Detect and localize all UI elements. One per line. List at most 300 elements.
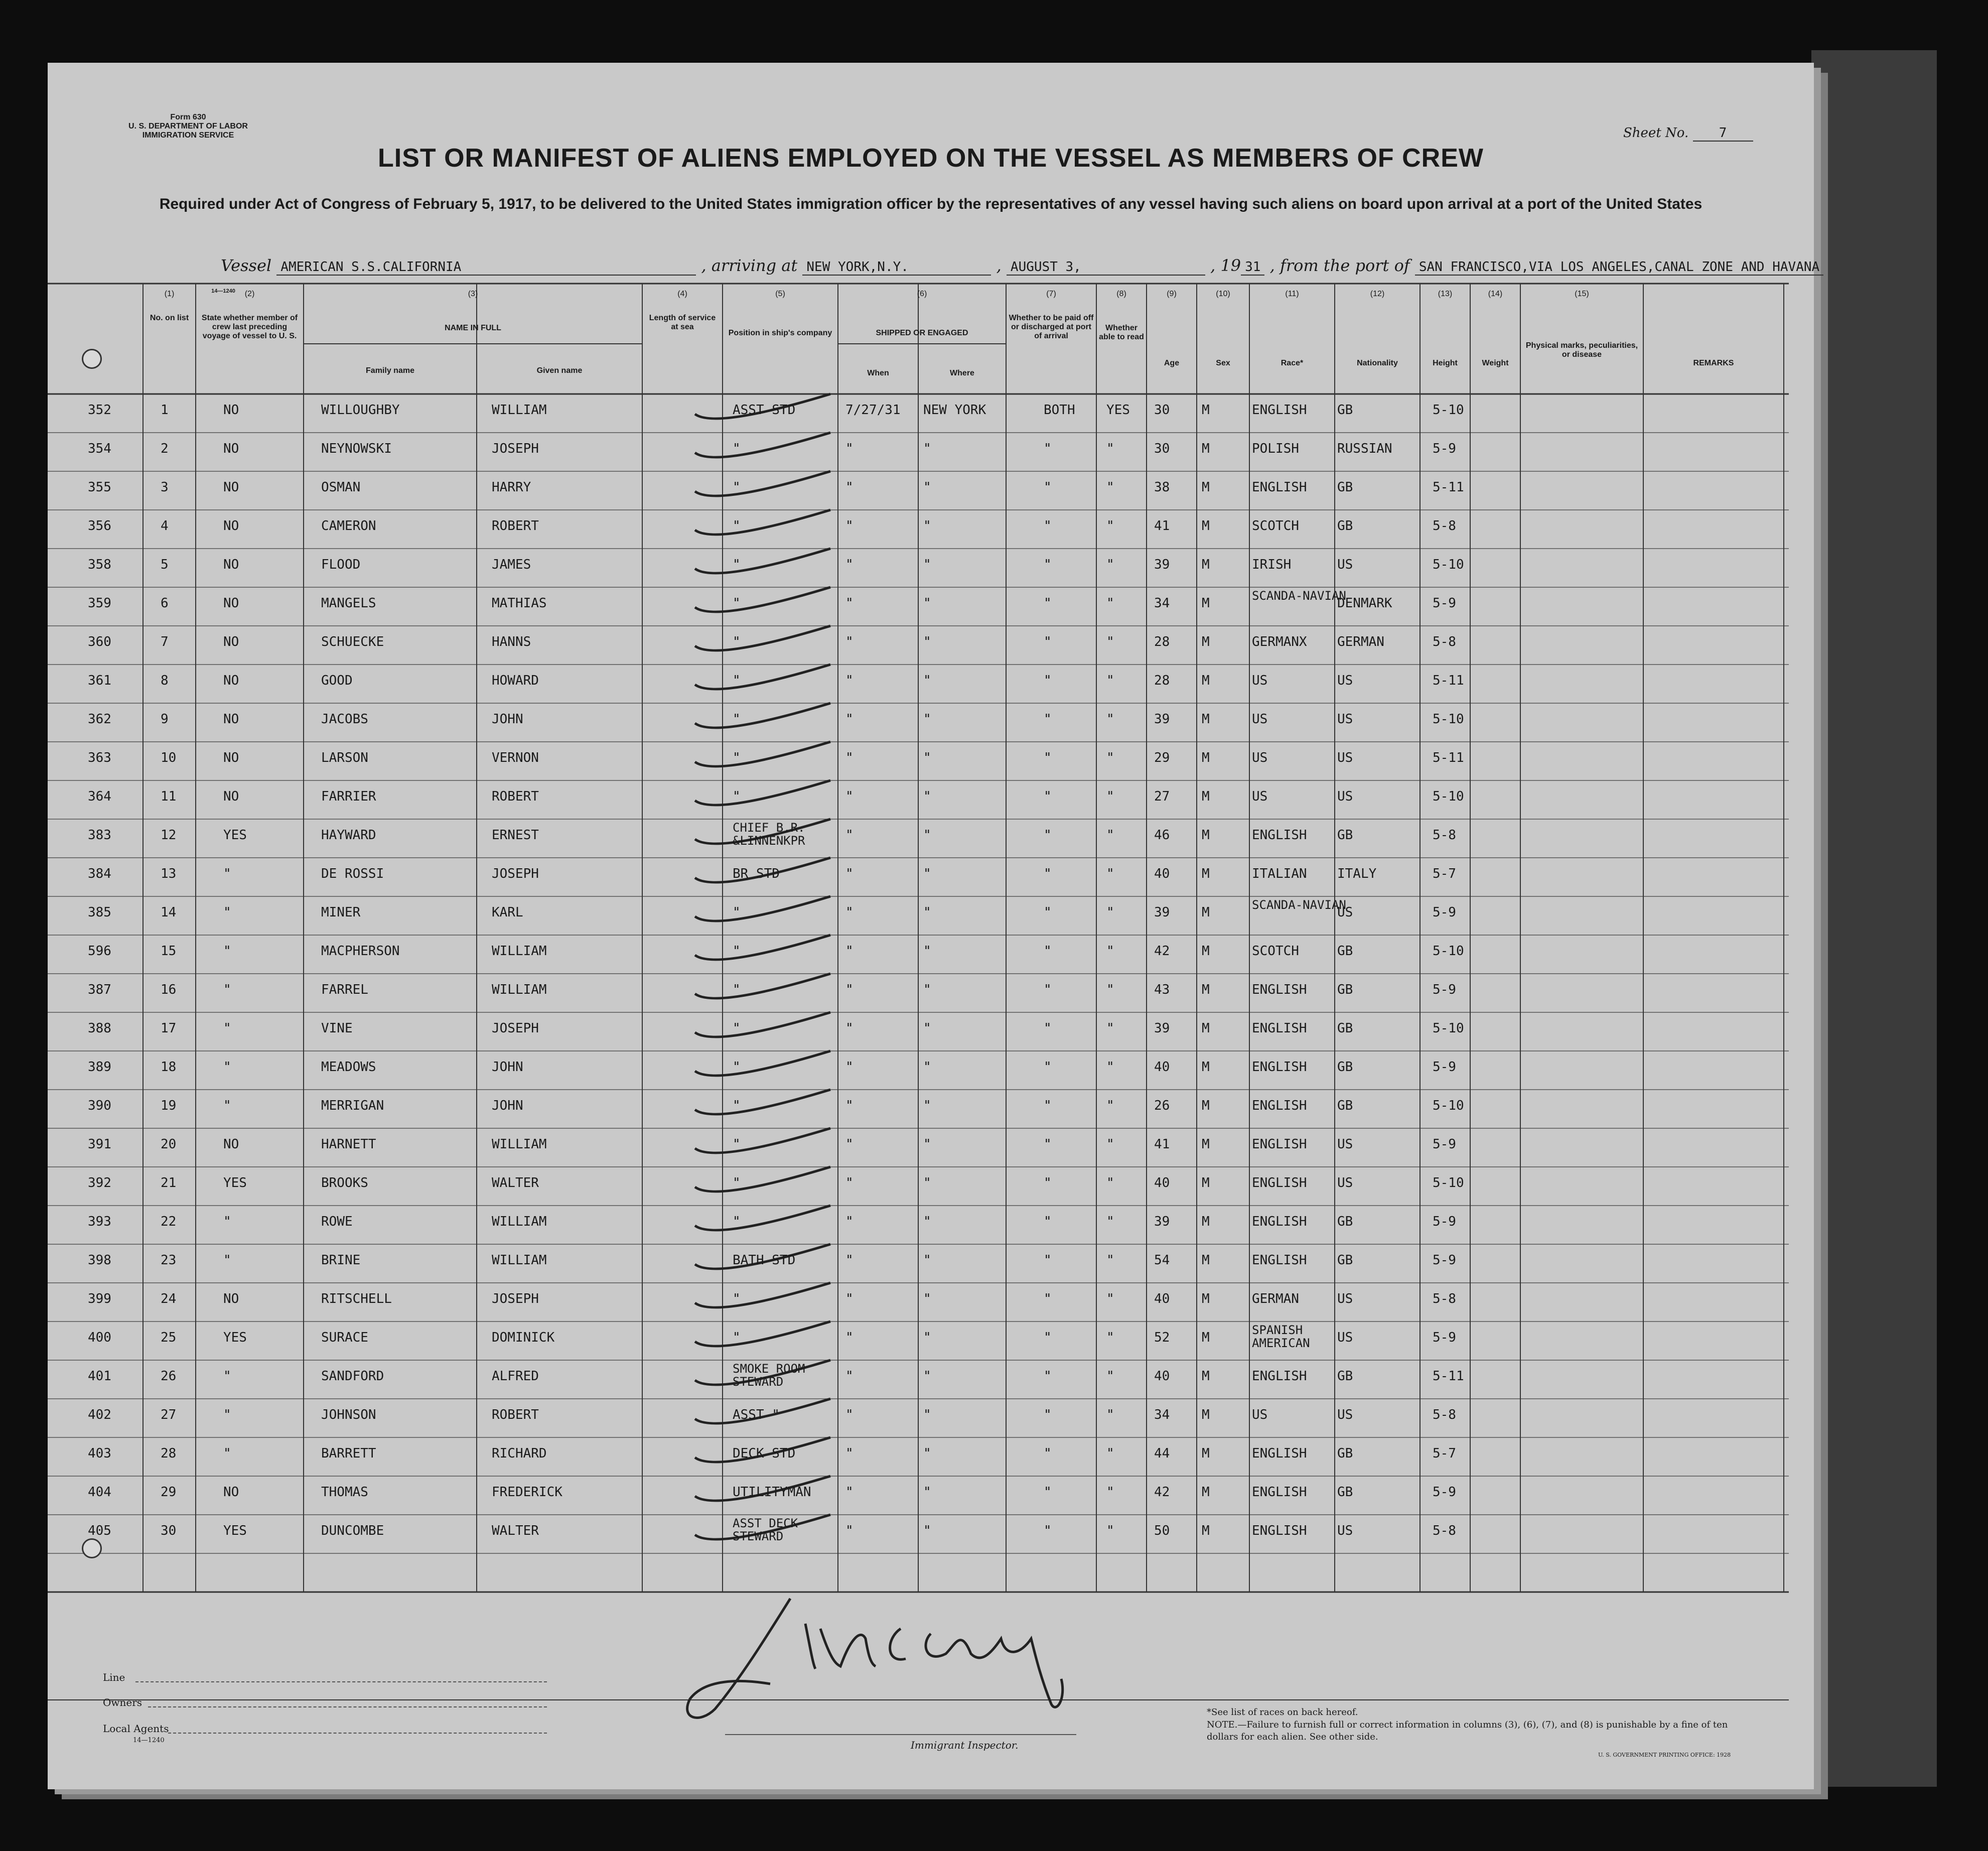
- row-sex: M: [1202, 828, 1210, 843]
- row-shipped-when: ": [845, 1523, 854, 1538]
- row-sex: M: [1202, 441, 1210, 456]
- sheet-value: 7: [1693, 125, 1753, 142]
- row-height: 5-9: [1433, 1330, 1456, 1345]
- row-family-name: CAMERON: [321, 518, 376, 534]
- binder-hole: [82, 1538, 102, 1558]
- row-list-number: 9: [161, 712, 169, 727]
- row-given-name: JAMES: [492, 557, 531, 572]
- row-age: 34: [1154, 1407, 1170, 1422]
- row-race: ITALIAN: [1252, 866, 1307, 881]
- row-list-number: 8: [161, 673, 169, 688]
- row-previous-voyage: NO: [223, 673, 239, 688]
- row-family-name: NEYNOWSKI: [321, 441, 392, 456]
- row-able-to-read: ": [1106, 1369, 1114, 1384]
- row-family-name: HAYWARD: [321, 828, 376, 843]
- row-race: ENGLISH: [1252, 1214, 1307, 1229]
- from-label: , from the port of: [1269, 256, 1410, 275]
- row-paid-off: ": [1044, 441, 1052, 456]
- row-height: 5-11: [1433, 480, 1464, 495]
- row-list-number: 2: [161, 441, 169, 456]
- row-nationality: US: [1337, 1291, 1353, 1306]
- row-nationality: GB: [1337, 828, 1353, 843]
- row-able-to-read: ": [1106, 1253, 1114, 1268]
- row-shipped-when: ": [845, 1330, 854, 1345]
- row-position: BATH STD: [733, 1253, 796, 1268]
- row-nationality: US: [1337, 1523, 1353, 1538]
- printing-office: U. S. GOVERNMENT PRINTING OFFICE: 1928: [1598, 1752, 1731, 1758]
- row-position: ": [733, 982, 741, 997]
- row-list-number: 23: [161, 1253, 177, 1268]
- row-age: 41: [1154, 518, 1170, 534]
- row-nationality: US: [1337, 673, 1353, 688]
- row-position: ": [733, 1330, 741, 1345]
- manifest-page: [48, 63, 1820, 1789]
- row-list-number: 20: [161, 1137, 177, 1152]
- row-shipped-where: ": [923, 518, 931, 534]
- row-age: 40: [1154, 866, 1170, 881]
- row-able-to-read: ": [1106, 712, 1114, 727]
- header-given-name: Given name: [536, 366, 583, 375]
- row-given-name: WILLIAM: [492, 982, 547, 997]
- row-position: ": [733, 1060, 741, 1075]
- row-race: US: [1252, 789, 1268, 804]
- form-number: Form 630: [170, 113, 206, 121]
- row-nationality: US: [1337, 557, 1353, 572]
- row-position: ": [733, 1098, 741, 1113]
- row-nationality: US: [1337, 905, 1353, 920]
- row-paid-off: ": [1044, 480, 1052, 495]
- row-reference-number: 384: [88, 866, 111, 881]
- row-sex: M: [1202, 905, 1210, 920]
- row-sex: M: [1202, 982, 1210, 997]
- row-able-to-read: ": [1106, 1214, 1114, 1229]
- row-nationality: GB: [1337, 1485, 1353, 1500]
- column-number: (1): [164, 290, 175, 298]
- row-height: 5-10: [1433, 403, 1464, 418]
- row-nationality: GB: [1337, 1253, 1353, 1268]
- service-name: IMMIGRATION SERVICE: [142, 131, 234, 140]
- arrival-date: AUGUST 3,: [1007, 259, 1205, 276]
- row-shipped-when: ": [845, 1446, 854, 1461]
- row-able-to-read: ": [1106, 1330, 1114, 1345]
- row-height: 5-9: [1433, 1214, 1456, 1229]
- row-nationality: US: [1337, 750, 1353, 765]
- row-shipped-where: ": [923, 866, 931, 881]
- row-family-name: HARNETT: [321, 1137, 376, 1152]
- row-shipped-where: ": [923, 944, 931, 959]
- row-position: ": [733, 634, 741, 649]
- row-family-name: BROOKS: [321, 1175, 368, 1191]
- row-shipped-where: ": [923, 1485, 931, 1500]
- row-height: 5-9: [1433, 596, 1456, 611]
- row-nationality: US: [1337, 712, 1353, 727]
- row-given-name: ROBERT: [492, 518, 539, 534]
- row-given-name: JOSEPH: [492, 1021, 539, 1036]
- row-sex: M: [1202, 1369, 1210, 1384]
- header-family-name: Family name: [366, 366, 414, 375]
- row-nationality: GB: [1337, 1098, 1353, 1113]
- row-list-number: 30: [161, 1523, 177, 1538]
- row-age: 28: [1154, 634, 1170, 649]
- header-age: Age: [1164, 359, 1180, 367]
- row-race: ENGLISH: [1252, 982, 1307, 997]
- row-sex: M: [1202, 673, 1210, 688]
- row-height: 5-10: [1433, 1175, 1464, 1191]
- row-nationality: GERMAN: [1337, 634, 1384, 649]
- row-nationality: GB: [1337, 518, 1353, 534]
- row-list-number: 11: [161, 789, 177, 804]
- row-position: ": [733, 712, 741, 727]
- row-sex: M: [1202, 480, 1210, 495]
- inspector-line: [725, 1734, 1076, 1735]
- row-position: ": [733, 596, 741, 611]
- row-able-to-read: ": [1106, 1485, 1114, 1500]
- row-height: 5-7: [1433, 1446, 1456, 1461]
- row-given-name: VERNON: [492, 750, 539, 765]
- row-given-name: JOHN: [492, 1098, 523, 1113]
- row-shipped-when: ": [845, 1407, 854, 1422]
- row-previous-voyage: NO: [223, 1137, 239, 1152]
- row-previous-voyage: NO: [223, 480, 239, 495]
- row-family-name: FLOOD: [321, 557, 361, 572]
- header-nationality: Nationality: [1357, 359, 1398, 367]
- row-given-name: HANNS: [492, 634, 531, 649]
- row-previous-voyage: ": [223, 866, 231, 881]
- row-position: ": [733, 1137, 741, 1152]
- column-number: (15): [1575, 290, 1589, 298]
- row-family-name: RITSCHELL: [321, 1291, 392, 1306]
- row-age: 40: [1154, 1369, 1170, 1384]
- row-position: ": [733, 441, 741, 456]
- row-able-to-read: ": [1106, 750, 1114, 765]
- row-age: 40: [1154, 1291, 1170, 1306]
- row-height: 5-9: [1433, 982, 1456, 997]
- row-given-name: WALTER: [492, 1523, 539, 1538]
- row-given-name: WILLIAM: [492, 1214, 547, 1229]
- row-age: 30: [1154, 441, 1170, 456]
- row-family-name: MINER: [321, 905, 361, 920]
- row-given-name: WILLIAM: [492, 1253, 547, 1268]
- row-shipped-when: ": [845, 1098, 854, 1113]
- row-given-name: ERNEST: [492, 828, 539, 843]
- inspector-signature: [640, 1578, 1192, 1729]
- row-reference-number: 356: [88, 518, 111, 534]
- row-shipped-when: ": [845, 1175, 854, 1191]
- row-race: SPANISH AMERICAN: [1252, 1323, 1310, 1350]
- row-list-number: 21: [161, 1175, 177, 1191]
- header-name-in-full: NAME IN FULL: [445, 324, 501, 332]
- row-height: 5-11: [1433, 673, 1464, 688]
- row-sex: M: [1202, 1214, 1210, 1229]
- row-sex: M: [1202, 866, 1210, 881]
- row-given-name: JOHN: [492, 712, 523, 727]
- column-number: (13): [1438, 290, 1453, 298]
- row-given-name: ALFRED: [492, 1369, 539, 1384]
- row-shipped-where: ": [923, 1369, 931, 1384]
- row-previous-voyage: YES: [223, 1330, 247, 1345]
- row-age: 38: [1154, 480, 1170, 495]
- row-sex: M: [1202, 557, 1210, 572]
- row-shipped-where: ": [923, 905, 931, 920]
- vessel-name: AMERICAN S.S.CALIFORNIA: [276, 259, 696, 276]
- row-shipped-when: ": [845, 905, 854, 920]
- row-paid-off: ": [1044, 634, 1052, 649]
- row-position: ": [733, 905, 741, 920]
- row-able-to-read: ": [1106, 441, 1114, 456]
- row-position: ": [733, 789, 741, 804]
- row-shipped-where: ": [923, 982, 931, 997]
- row-family-name: GOOD: [321, 673, 353, 688]
- header-physical-marks: Physical marks, peculiarities, or disease: [1525, 341, 1638, 359]
- row-previous-voyage: NO: [223, 634, 239, 649]
- sheet-label: Sheet No.: [1623, 125, 1689, 141]
- row-family-name: SANDFORD: [321, 1369, 384, 1384]
- row-able-to-read: ": [1106, 905, 1114, 920]
- row-reference-number: 392: [88, 1175, 111, 1191]
- row-list-number: 25: [161, 1330, 177, 1345]
- row-able-to-read: ": [1106, 789, 1114, 804]
- row-position: ": [733, 518, 741, 534]
- row-sex: M: [1202, 1098, 1210, 1113]
- row-height: 5-10: [1433, 712, 1464, 727]
- row-list-number: 16: [161, 982, 177, 997]
- row-shipped-when: ": [845, 634, 854, 649]
- row-paid-off: ": [1044, 905, 1052, 920]
- row-reference-number: 352: [88, 403, 111, 418]
- row-list-number: 17: [161, 1021, 177, 1036]
- row-previous-voyage: ": [223, 1253, 231, 1268]
- row-list-number: 1: [161, 403, 169, 418]
- row-family-name: MANGELS: [321, 596, 376, 611]
- row-shipped-where: ": [923, 712, 931, 727]
- inspector-label: Immigrant Inspector.: [911, 1739, 1019, 1751]
- row-previous-voyage: NO: [223, 596, 239, 611]
- row-shipped-where: ": [923, 1446, 931, 1461]
- row-sex: M: [1202, 1060, 1210, 1075]
- row-family-name: MERRIGAN: [321, 1098, 384, 1113]
- row-previous-voyage: ": [223, 944, 231, 959]
- row-shipped-when: ": [845, 441, 854, 456]
- row-nationality: GB: [1337, 1446, 1353, 1461]
- row-height: 5-9: [1433, 441, 1456, 456]
- row-able-to-read: ": [1106, 557, 1114, 572]
- row-able-to-read: ": [1106, 1060, 1114, 1075]
- row-previous-voyage: NO: [223, 789, 239, 804]
- row-reference-number: 387: [88, 982, 111, 997]
- row-shipped-when: ": [845, 1485, 854, 1500]
- row-height: 5-8: [1433, 828, 1456, 843]
- column-number: (5): [775, 290, 785, 298]
- row-list-number: 14: [161, 905, 177, 920]
- row-height: 5-9: [1433, 1060, 1456, 1075]
- row-sex: M: [1202, 712, 1210, 727]
- row-nationality: GB: [1337, 1369, 1353, 1384]
- row-list-number: 13: [161, 866, 177, 881]
- row-nationality: US: [1337, 1175, 1353, 1191]
- row-paid-off: ": [1044, 944, 1052, 959]
- row-age: 39: [1154, 557, 1170, 572]
- header-code: 14—1240: [211, 288, 235, 294]
- row-shipped-where: ": [923, 673, 931, 688]
- row-paid-off: ": [1044, 1253, 1052, 1268]
- row-paid-off: ": [1044, 1060, 1052, 1075]
- row-paid-off: ": [1044, 789, 1052, 804]
- row-shipped-where: ": [923, 634, 931, 649]
- row-position: ": [733, 673, 741, 688]
- row-reference-number: 402: [88, 1407, 111, 1422]
- row-age: 39: [1154, 1214, 1170, 1229]
- row-family-name: JOHNSON: [321, 1407, 376, 1422]
- header-sex: Sex: [1216, 359, 1230, 367]
- owners-field: [148, 1706, 547, 1707]
- row-reference-number: 399: [88, 1291, 111, 1306]
- row-paid-off: ": [1044, 596, 1052, 611]
- row-height: 5-9: [1433, 1253, 1456, 1268]
- row-sex: M: [1202, 403, 1210, 418]
- vessel-label: Vessel: [221, 256, 272, 275]
- row-position: DECK STD: [733, 1446, 796, 1461]
- row-reference-number: 354: [88, 441, 111, 456]
- page-title: LIST OR MANIFEST OF ALIENS EMPLOYED ON THE VESSEL AS MEMBERS OF CREW: [378, 144, 1484, 173]
- row-family-name: THOMAS: [321, 1485, 368, 1500]
- row-sex: M: [1202, 1021, 1210, 1036]
- department-name: U. S. DEPARTMENT OF LABOR: [128, 122, 248, 130]
- row-age: 54: [1154, 1253, 1170, 1268]
- row-nationality: GB: [1337, 944, 1353, 959]
- header-remarks: REMARKS: [1693, 359, 1734, 367]
- row-family-name: MACPHERSON: [321, 944, 400, 959]
- row-shipped-where: ": [923, 557, 931, 572]
- line-field: [135, 1681, 547, 1682]
- row-shipped-where: ": [923, 1021, 931, 1036]
- row-race: SCOTCH: [1252, 944, 1299, 959]
- row-shipped-where: ": [923, 1175, 931, 1191]
- row-paid-off: ": [1044, 518, 1052, 534]
- row-height: 5-8: [1433, 518, 1456, 534]
- row-paid-off: ": [1044, 1137, 1052, 1152]
- row-paid-off: ": [1044, 750, 1052, 765]
- row-race: ENGLISH: [1252, 1369, 1307, 1384]
- row-shipped-when: ": [845, 789, 854, 804]
- row-previous-voyage: ": [223, 1214, 231, 1229]
- row-sex: M: [1202, 518, 1210, 534]
- row-able-to-read: ": [1106, 518, 1114, 534]
- row-able-to-read: ": [1106, 1407, 1114, 1422]
- row-age: 42: [1154, 1485, 1170, 1500]
- row-position: ": [733, 1291, 741, 1306]
- local-agents-label: Local Agents: [103, 1723, 169, 1735]
- row-position: ASST ": [733, 1407, 780, 1422]
- row-list-number: 12: [161, 828, 177, 843]
- row-paid-off: ": [1044, 866, 1052, 881]
- row-able-to-read: ": [1106, 1098, 1114, 1113]
- row-paid-off: ": [1044, 1021, 1052, 1036]
- row-shipped-when: ": [845, 1253, 854, 1268]
- row-position: ": [733, 944, 741, 959]
- row-previous-voyage: ": [223, 1407, 231, 1422]
- row-nationality: GB: [1337, 1214, 1353, 1229]
- row-shipped-when: ": [845, 944, 854, 959]
- row-position: ": [733, 1021, 741, 1036]
- row-given-name: RICHARD: [492, 1446, 547, 1461]
- column-number: (7): [1046, 290, 1056, 298]
- fine-note: NOTE.—Failure to furnish full or correct information in columns (3), (6), (7), and (8) is punishable by a fine of ten dollars for each alien. See other side.: [1207, 1720, 1728, 1742]
- row-age: 28: [1154, 673, 1170, 688]
- row-sex: M: [1202, 1175, 1210, 1191]
- row-shipped-where: ": [923, 828, 931, 843]
- row-previous-voyage: NO: [223, 557, 239, 572]
- row-age: 39: [1154, 712, 1170, 727]
- row-nationality: GB: [1337, 982, 1353, 997]
- header-able-to-read: Whether able to read: [1099, 324, 1144, 341]
- row-race: ENGLISH: [1252, 1098, 1307, 1113]
- row-list-number: 3: [161, 480, 169, 495]
- row-race: ENGLISH: [1252, 1175, 1307, 1191]
- row-previous-voyage: NO: [223, 403, 239, 418]
- row-paid-off: ": [1044, 1369, 1052, 1384]
- row-given-name: JOHN: [492, 1060, 523, 1075]
- row-given-name: JOSEPH: [492, 441, 539, 456]
- row-list-number: 27: [161, 1407, 177, 1422]
- row-height: 5-8: [1433, 1407, 1456, 1422]
- row-age: 39: [1154, 1021, 1170, 1036]
- row-nationality: GB: [1337, 1060, 1353, 1075]
- row-position: ": [733, 557, 741, 572]
- row-given-name: HARRY: [492, 480, 531, 495]
- row-nationality: US: [1337, 1330, 1353, 1345]
- row-sex: M: [1202, 596, 1210, 611]
- row-given-name: HOWARD: [492, 673, 539, 688]
- row-shipped-when: ": [845, 673, 854, 688]
- row-shipped-when: 7/27/31: [845, 403, 901, 418]
- row-age: 42: [1154, 944, 1170, 959]
- row-able-to-read: ": [1106, 1523, 1114, 1538]
- row-previous-voyage: ": [223, 982, 231, 997]
- column-number: (8): [1116, 290, 1126, 298]
- row-age: 40: [1154, 1175, 1170, 1191]
- row-reference-number: 596: [88, 944, 111, 959]
- row-shipped-where: ": [923, 750, 931, 765]
- row-paid-off: ": [1044, 1175, 1052, 1191]
- row-shipped-where: ": [923, 596, 931, 611]
- races-note: *See list of races on back hereof.: [1207, 1707, 1358, 1717]
- row-height: 5-8: [1433, 634, 1456, 649]
- row-reference-number: 355: [88, 480, 111, 495]
- row-previous-voyage: NO: [223, 750, 239, 765]
- row-family-name: SCHUECKE: [321, 634, 384, 649]
- row-race: SCANDA-NAVIAN: [1252, 589, 1346, 603]
- row-able-to-read: ": [1106, 596, 1114, 611]
- row-previous-voyage: ": [223, 905, 231, 920]
- row-list-number: 22: [161, 1214, 177, 1229]
- row-reference-number: 391: [88, 1137, 111, 1152]
- row-race: ENGLISH: [1252, 1485, 1307, 1500]
- row-race: ENGLISH: [1252, 1137, 1307, 1152]
- row-given-name: WILLIAM: [492, 403, 547, 418]
- row-list-number: 24: [161, 1291, 177, 1306]
- row-family-name: BRINE: [321, 1253, 361, 1268]
- row-sex: M: [1202, 1446, 1210, 1461]
- row-position: ": [733, 1175, 741, 1191]
- row-family-name: VINE: [321, 1021, 353, 1036]
- row-family-name: OSMAN: [321, 480, 361, 495]
- row-previous-voyage: ": [223, 1021, 231, 1036]
- row-shipped-when: ": [845, 518, 854, 534]
- row-position: ": [733, 1214, 741, 1229]
- row-given-name: FREDERICK: [492, 1485, 562, 1500]
- row-paid-off: ": [1044, 1291, 1052, 1306]
- row-previous-voyage: NO: [223, 1485, 239, 1500]
